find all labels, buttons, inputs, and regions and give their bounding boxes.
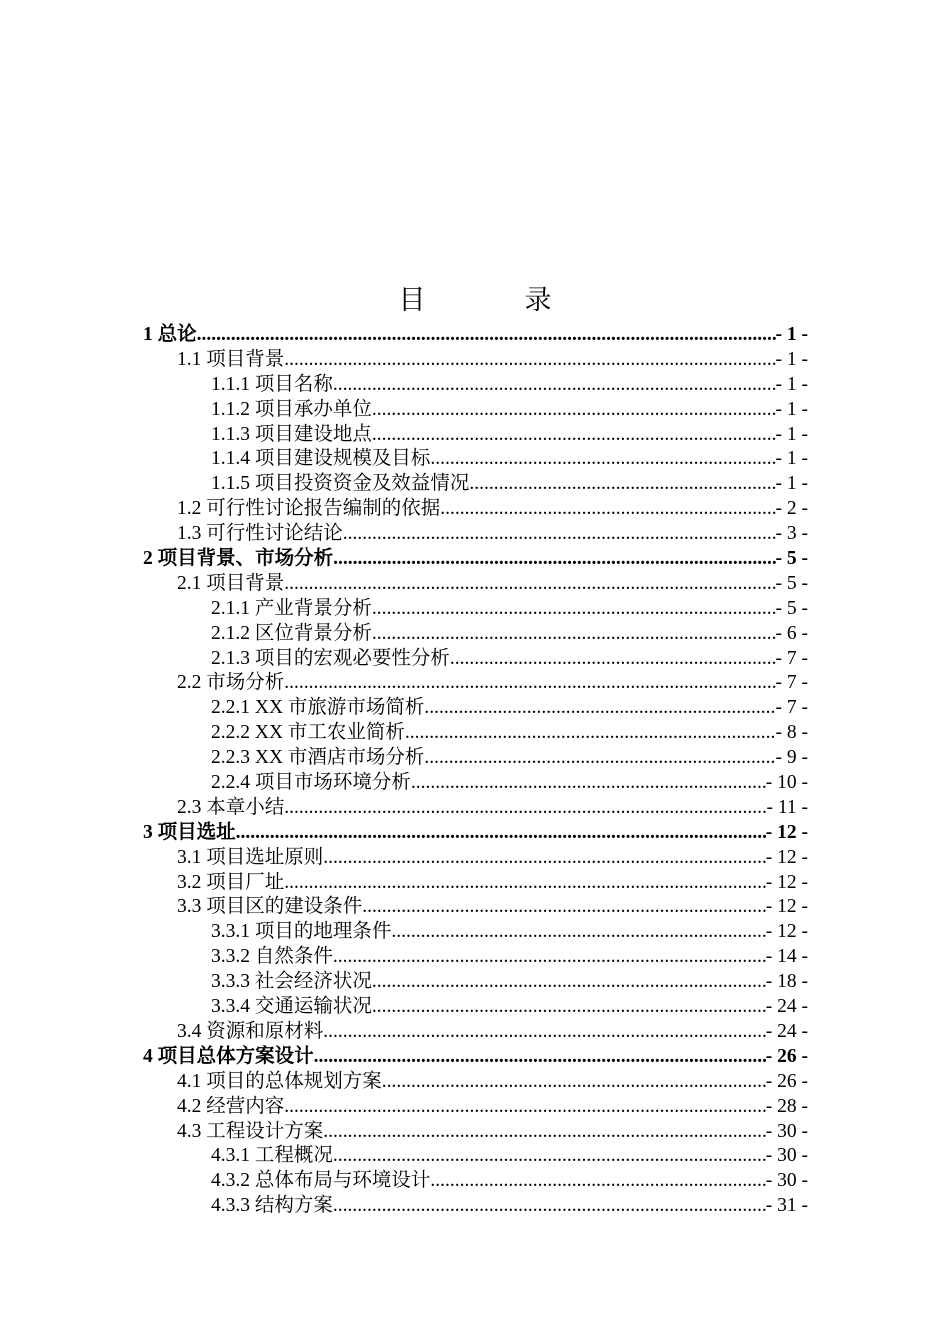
toc-entry[interactable] [143,447,808,472]
toc-entry-title: 1.1.4 项目建设规模及目标 [211,448,431,470]
toc-entry-title: 4.3.3 结构方案 [211,1195,333,1217]
toc-entry[interactable] [143,522,808,547]
toc-dot-leader [424,696,775,721]
toc-page-number: - 7 - [775,647,808,669]
toc-entry-title: 3.3.3 社会经济状况 [211,971,372,993]
toc-page-number: - 1 - [775,398,808,420]
toc-entry[interactable] [143,1169,808,1194]
toc-entry-title: 1.2 可行性讨论报告编制的依据 [177,498,441,520]
toc-entry[interactable] [143,846,808,871]
toc-entry-title: 3.3 项目区的建设条件 [177,896,363,918]
toc-dot-leader [372,970,766,995]
toc-dot-leader [236,821,766,846]
toc-dot-leader [333,945,766,970]
toc-page-number: - 1 - [775,473,808,495]
toc-entry-title: 2.1.2 区位背景分析 [211,622,372,644]
toc-entry[interactable] [143,373,808,398]
toc-entry-title: 2.1.3 项目的宏观必要性分析 [211,647,450,669]
toc-entry[interactable] [143,348,808,373]
toc-title: 目 录 [398,285,588,315]
toc-dot-leader [372,398,776,423]
toc-page-number: - 2 - [775,498,808,520]
toc-entry-title: 4.1 项目的总体规划方案 [177,1070,382,1092]
toc-dot-leader [284,572,775,597]
toc-entry-title: 3.2 项目厂址 [177,871,285,893]
toc-dot-leader [450,647,776,672]
toc-entry-title: 4.3 工程设计方案 [177,1120,324,1142]
toc-entry-title: 2.2.3 XX 市酒店市场分析 [211,747,425,769]
toc-page-number: - 31 - [765,1195,808,1217]
toc-entry[interactable] [143,1070,808,1095]
toc-page-number: - 24 - [765,1020,808,1042]
toc-page-number: - 12 - [765,896,808,918]
toc-entry-title: 1.1.5 项目投资资金及效益情况 [211,473,470,495]
toc-page-number: - 5 - [775,597,808,619]
toc-dot-leader [411,771,766,796]
toc-entry[interactable] [143,547,808,572]
toc-entry[interactable] [143,696,808,721]
toc-entry[interactable] [143,771,808,796]
toc-entry[interactable] [143,995,808,1020]
toc-entry[interactable] [143,1120,808,1145]
toc-page-number: - 12 - [765,821,808,843]
toc-entry-title: 2.2.1 XX 市旅游市场简析 [211,697,425,719]
toc-entry-title: 3.3.2 自然条件 [211,946,333,968]
toc-entry[interactable] [143,821,808,846]
toc-entry[interactable] [143,721,808,746]
toc-entry-title: 2 项目背景、市场分析 [143,548,334,570]
toc-page-number: - 30 - [765,1170,808,1192]
toc-entry[interactable] [143,398,808,423]
toc-entry[interactable] [143,622,808,647]
toc-entry-title: 4 项目总体方案设计 [143,1045,314,1067]
toc-page-number: - 1 - [775,423,808,445]
toc-dot-leader [284,796,766,821]
toc-dot-leader [424,746,775,771]
toc-dot-leader [323,846,765,871]
toc-page-number: - 30 - [765,1145,808,1167]
toc-page-number: - 9 - [775,747,808,769]
toc-entry[interactable] [143,945,808,970]
toc-entry-title: 4.2 经营内容 [177,1095,285,1117]
toc-page-number: - 12 - [765,846,808,868]
toc-page-number: - 5 - [775,548,808,570]
toc-dot-leader [430,447,775,472]
toc-dot-leader [405,721,776,746]
toc-dot-leader [333,1144,766,1169]
toc-page-number: - 26 - [765,1045,808,1067]
toc-entry-title: 4.3.1 工程概况 [211,1145,333,1167]
toc-dot-leader [314,1045,766,1070]
toc-entry[interactable] [143,1194,808,1219]
toc-entry[interactable] [143,1095,808,1120]
toc-page-number: - 26 - [765,1070,808,1092]
toc-entry-title: 1.1.1 项目名称 [211,373,333,395]
toc-page-number: - 12 - [765,921,808,943]
toc-entry-title: 4.3.2 总体布局与环境设计 [211,1170,431,1192]
toc-dot-leader [284,348,775,373]
toc-page-number: - 1 - [775,373,808,395]
toc-page-number: - 11 - [766,796,808,818]
toc-page-number: - 28 - [765,1095,808,1117]
toc-page-number: - 1 - [775,448,808,470]
toc-dot-leader [440,497,775,522]
toc-dot-leader [333,547,775,572]
toc-entry-title: 2.2.4 项目市场环境分析 [211,772,411,794]
toc-dot-leader [323,1120,765,1145]
toc-dot-leader [382,1070,766,1095]
toc-page-number: - 1 - [775,324,808,345]
toc-page-number: - 6 - [775,622,808,644]
toc-entry[interactable] [143,920,808,945]
toc-entry-title: 2.2.2 XX 市工农业简析 [211,722,405,744]
toc-page-number: - 10 - [765,772,808,794]
toc-entry[interactable] [143,970,808,995]
toc-entry[interactable] [143,1045,808,1070]
toc-entry-title: 3.4 资源和原材料 [177,1020,324,1042]
toc-dot-leader [430,1169,765,1194]
toc-page-number: - 14 - [765,946,808,968]
toc-dot-leader [343,522,776,547]
toc-entry-title: 1 总论 [143,324,197,345]
toc-entry[interactable] [143,671,808,696]
toc-entry-title: 2.3 本章小结 [177,796,285,818]
toc-entry[interactable] [143,895,808,920]
toc-entry[interactable] [143,323,808,348]
toc-dot-leader [284,871,765,896]
toc-entry-title: 3.3.4 交通运输状况 [211,996,372,1018]
toc-dot-leader [391,920,765,945]
toc-page-number: - 1 - [775,348,808,370]
toc-dot-leader [372,423,776,448]
toc-entry-title: 2.2 市场分析 [177,672,285,694]
toc-entry[interactable] [143,472,808,497]
toc-dot-leader [323,1020,765,1045]
toc-entry-title: 3.1 项目选址原则 [177,846,324,868]
toc-dot-leader [372,995,766,1020]
toc-entry[interactable] [143,423,808,448]
toc-page-number: - 24 - [765,996,808,1018]
toc-entry-title: 2.1 项目背景 [177,572,285,594]
toc-entry-title: 2.1.1 产业背景分析 [211,597,372,619]
toc-page-number: - 12 - [765,871,808,893]
toc-dot-leader [333,373,776,398]
toc-dot-leader [469,472,775,497]
toc-entry[interactable] [143,1144,808,1169]
toc-entry[interactable] [143,746,808,771]
toc-entry[interactable] [143,572,808,597]
toc-page-number: - 7 - [775,672,808,694]
toc-page-number: - 30 - [765,1120,808,1142]
toc-entry[interactable] [143,647,808,672]
toc-entry[interactable] [143,497,808,522]
toc-dot-leader [197,323,776,348]
toc-dot-leader [372,597,776,622]
toc-entry[interactable] [143,597,808,622]
toc-entry-title: 1.1 项目背景 [177,348,285,370]
toc-page-number: - 18 - [765,971,808,993]
toc-dot-leader [284,1095,765,1120]
toc-entry-title: 1.1.3 项目建设地点 [211,423,372,445]
toc-entry[interactable] [143,871,808,896]
toc-dot-leader [333,1194,766,1219]
toc-entry-title: 1.1.2 项目承办单位 [211,398,372,420]
toc-dot-leader [362,895,765,920]
toc-entry-title: 3.3.1 项目的地理条件 [211,921,392,943]
toc-entry-title: 3 项目选址 [143,821,236,843]
table-of-contents [143,323,808,1219]
toc-page-number: - 3 - [775,523,808,545]
toc-page-number: - 8 - [775,722,808,744]
toc-entry-title: 1.3 可行性讨论结论 [177,523,343,545]
toc-dot-leader [372,622,776,647]
toc-entry[interactable] [143,796,808,821]
toc-page-number: - 7 - [775,697,808,719]
toc-page-number: - 5 - [775,572,808,594]
toc-dot-leader [284,671,775,696]
toc-entry[interactable] [143,1020,808,1045]
